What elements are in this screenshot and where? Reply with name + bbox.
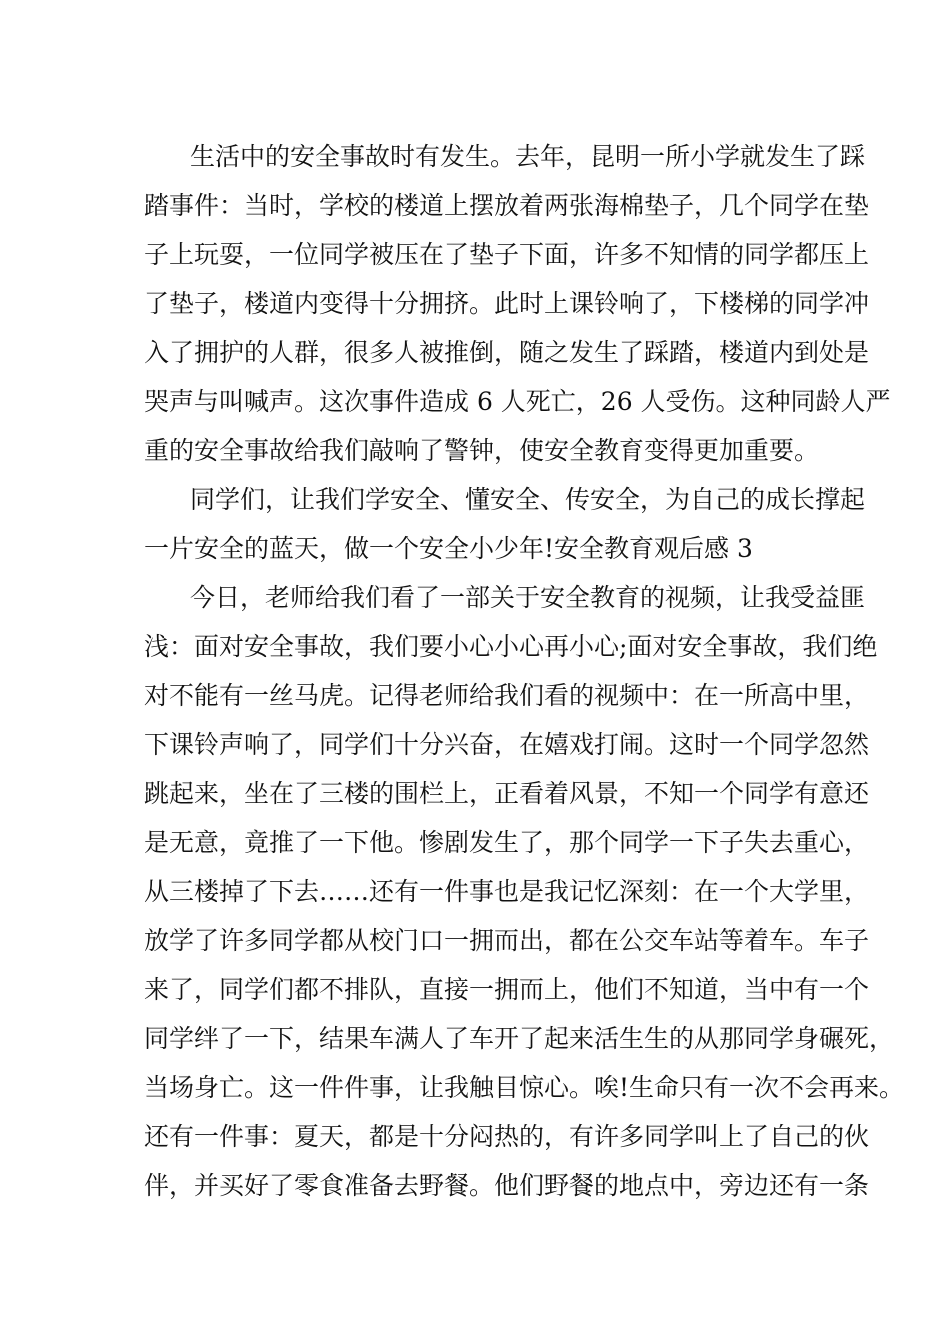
text-line: 当场身亡。这一件件事，让我触目惊心。唉!生命只有一次不会再来。 — [144, 1073, 905, 1102]
text-line: 重的安全事故给我们敲响了警钟，使安全教育变得更加重要。 — [144, 436, 820, 465]
text-line: 还有一件事：夏天，都是十分闷热的，有许多同学叫上了自己的伙 — [144, 1122, 870, 1151]
paragraph-2 — [144, 475, 866, 573]
text-line: 一片安全的蓝天，做一个安全小少年!安全教育观后感 3 — [144, 534, 753, 563]
text-line: 同学们，让我们学安全、懂安全、传安全，为自己的成长撑起 — [190, 485, 866, 514]
text-line: 来了，同学们都不排队，直接一拥而上，他们不知道，当中有一个 — [144, 975, 870, 1004]
text-line: 下课铃声响了，同学们十分兴奋，在嬉戏打闹。这时一个同学忽然 — [144, 730, 870, 759]
text-line: 对不能有一丝马虎。记得老师给我们看的视频中：在一所高中里， — [144, 681, 870, 710]
text-line: 入了拥护的人群，很多人被推倒，随之发生了踩踏，楼道内到处是 — [144, 338, 870, 367]
text-line: 伴，并买好了零食准备去野餐。他们野餐的地点中，旁边还有一条 — [144, 1171, 870, 1200]
text-line: 生活中的安全事故时有发生。去年，昆明一所小学就发生了踩 — [190, 142, 866, 171]
text-line: 跳起来，坐在了三楼的围栏上，正看着风景，不知一个同学有意还 — [144, 779, 870, 808]
text-line: 从三楼掉了下去……还有一件事也是我记忆深刻：在一个大学里， — [144, 877, 870, 906]
body-text — [144, 132, 905, 1210]
text-line: 同学绊了一下，结果车满人了车开了起来活生生的从那同学身碾死， — [144, 1024, 895, 1053]
text-line: 子上玩耍，一位同学被压在了垫子下面，许多不知情的同学都压上 — [144, 240, 870, 269]
text-line: 今日，老师给我们看了一部关于安全教育的视频，让我受益匪 — [190, 583, 866, 612]
text-line: 哭声与叫喊声。这次事件造成 6 人死亡，26 人受伤。这种同龄人严 — [144, 387, 891, 416]
text-line: 浅：面对安全事故，我们要小心小心再小心;面对安全事故，我们绝 — [144, 632, 878, 661]
text-line: 放学了许多同学都从校门口一拥而出，都在公交车站等着车。车子 — [144, 926, 870, 955]
text-line: 是无意，竟推了一下他。惨剧发生了，那个同学一下子失去重心， — [144, 828, 870, 857]
paragraph-3 — [144, 573, 905, 1210]
text-line: 了垫子，楼道内变得十分拥挤。此时上课铃响了，下楼梯的同学冲 — [144, 289, 870, 318]
paragraph-1 — [144, 132, 891, 475]
text-line: 踏事件：当时，学校的楼道上摆放着两张海棉垫子，几个同学在垫 — [144, 191, 870, 220]
